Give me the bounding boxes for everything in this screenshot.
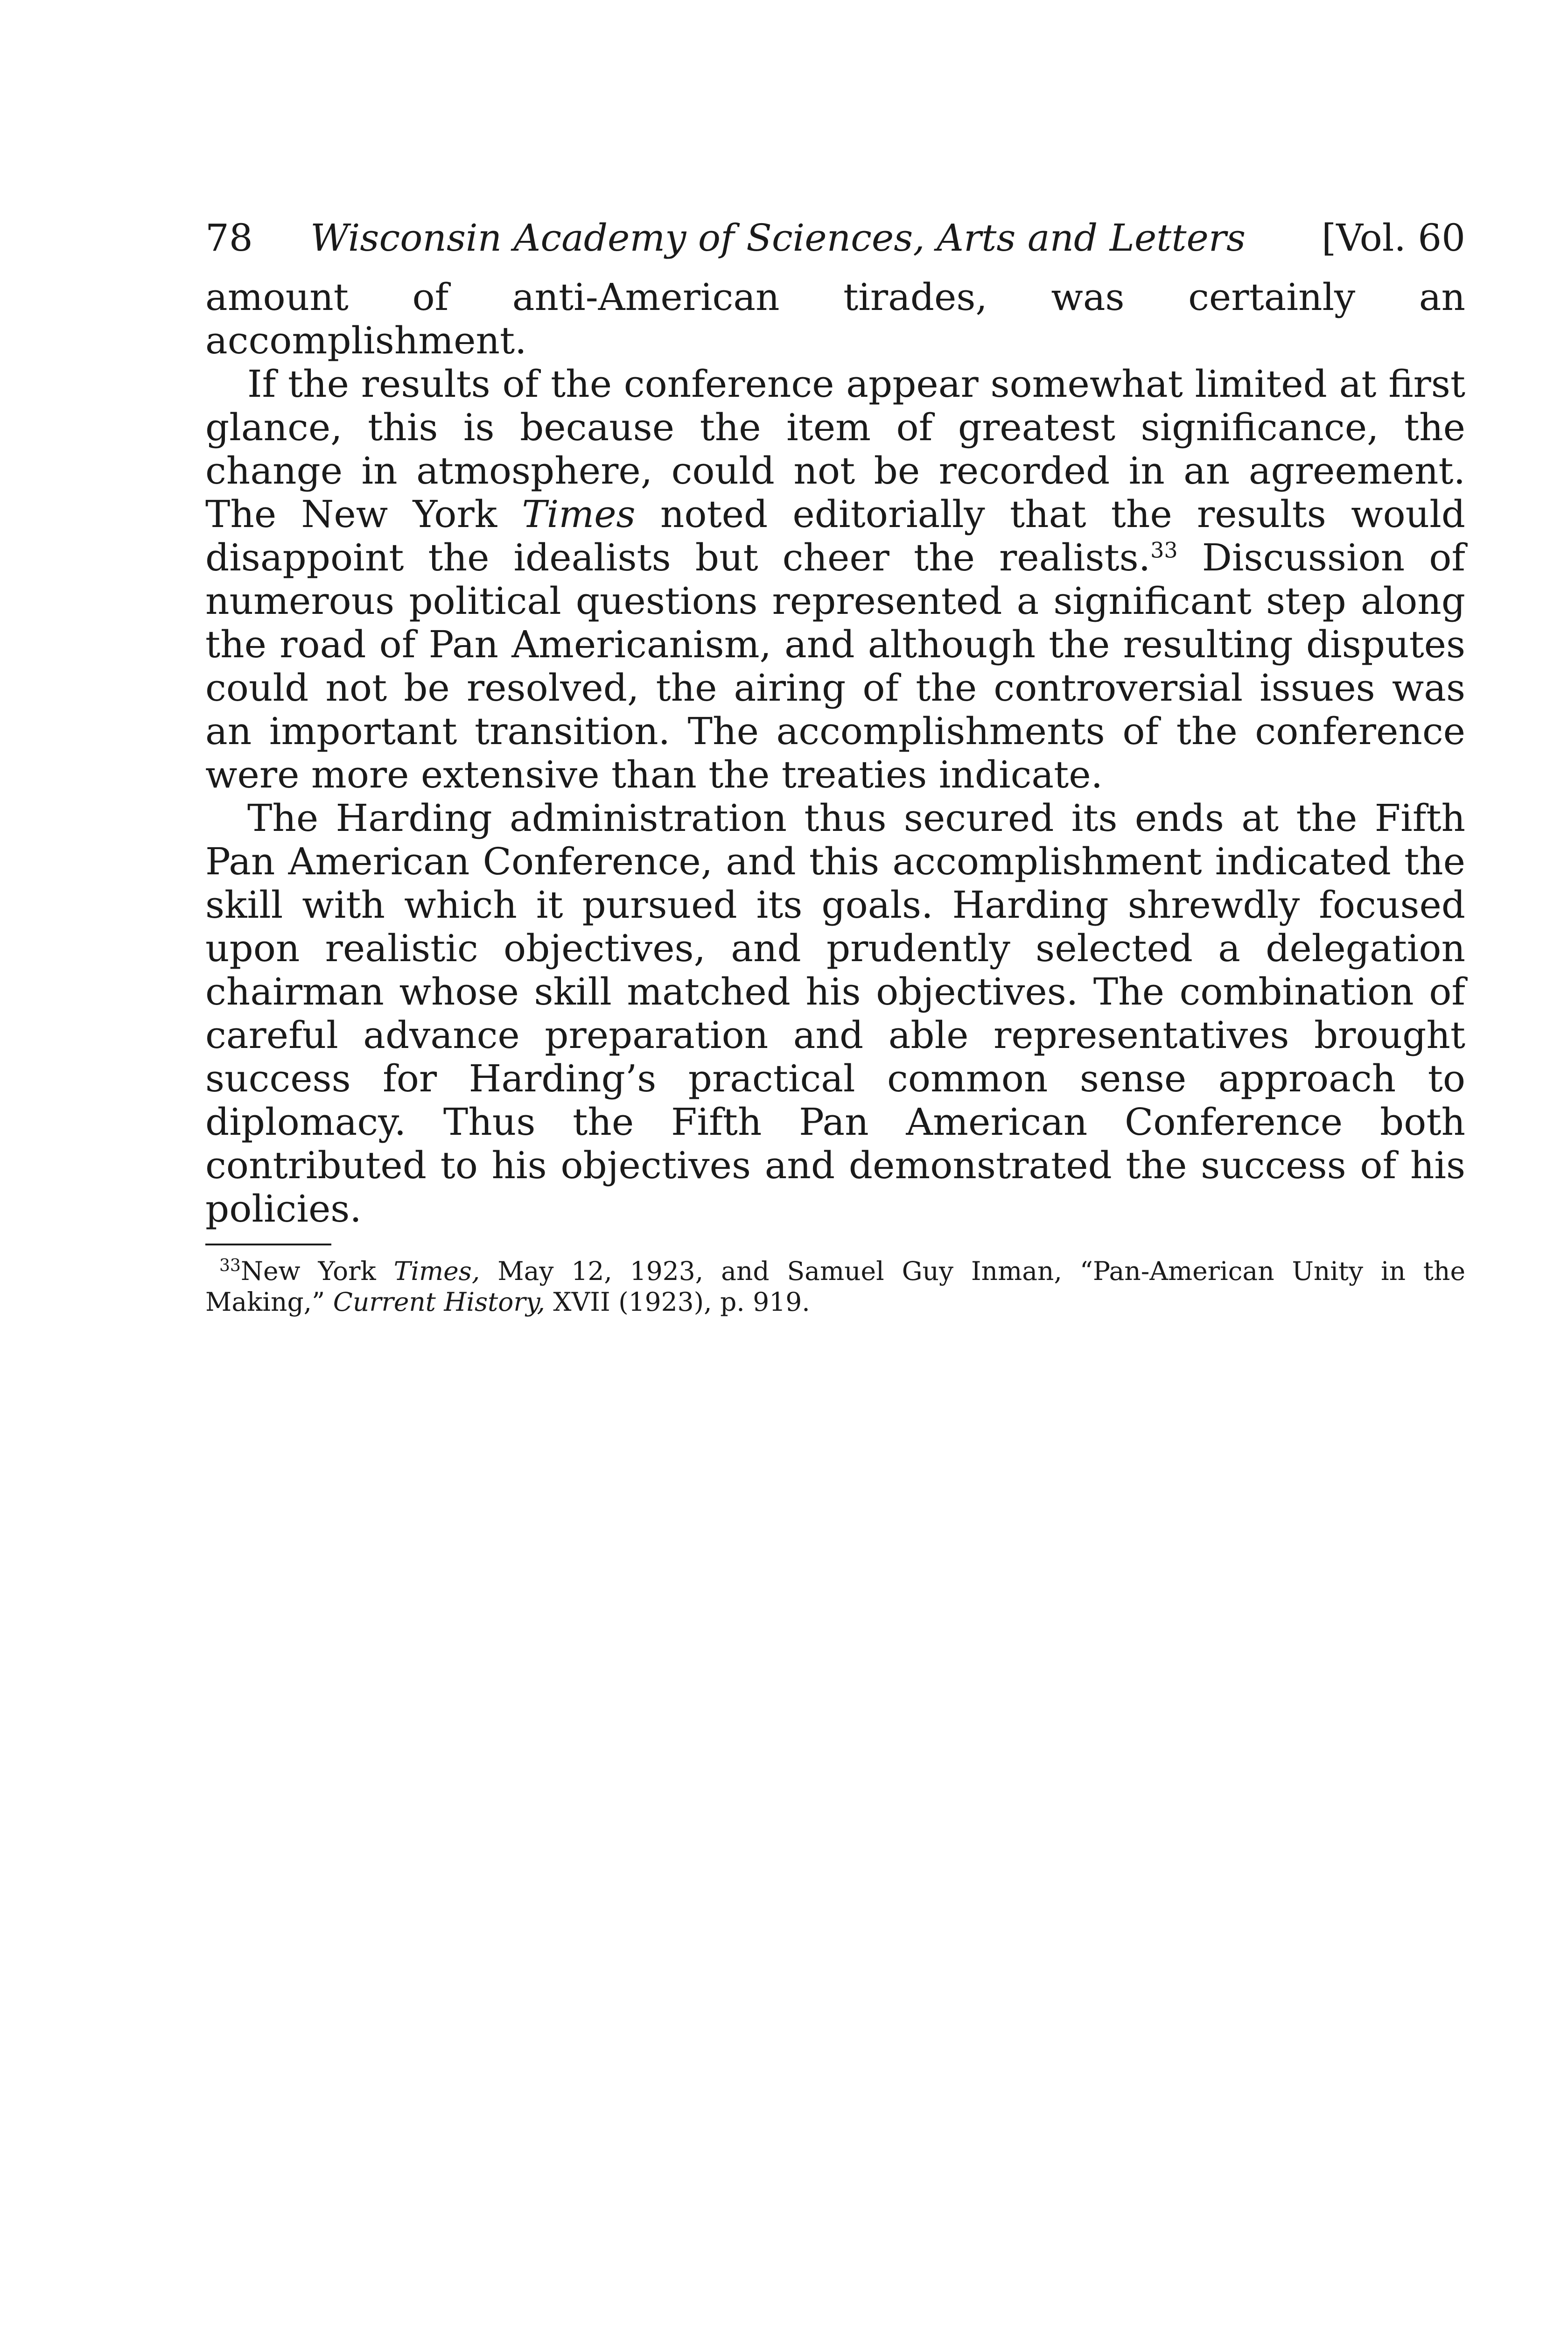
footnote-source: Current History,: [333, 1287, 545, 1317]
footnote-mark: 33: [219, 1256, 241, 1275]
footnote-text: New York: [240, 1256, 376, 1286]
journal-title: Wisconsin Academy of Sciences, Arts and Letters: [310, 216, 1246, 260]
paragraph-text: noted editorially that the results would disappoint the idealists but cheer the realists.: [205, 492, 1465, 579]
footnote-divider: [205, 1244, 331, 1245]
body-text: [205, 275, 1465, 1230]
footnote-text: XVII (1923), p. 919.: [553, 1287, 810, 1317]
newspaper-title: Times: [522, 492, 636, 536]
footnote: [205, 1256, 1465, 1317]
volume-label: [Vol. 60: [1321, 216, 1465, 260]
paragraph-text: Discussion of numerous political questions represented a significant step along the road of Pan Americanism, and although the resulting disputes could not be resolved, the airing of the controversial issues was an important transition. The accomplishments of the conference were more extensive than the treaties indicate.: [205, 536, 1465, 796]
footnote-text: May 12, 1923, and Samuel Guy Inman, “Pan-American Unity in the Making,”: [205, 1256, 1465, 1317]
paragraph-results: [205, 362, 1465, 796]
running-head: [205, 210, 1465, 266]
footnote-newspaper: Times,: [393, 1256, 480, 1286]
paragraph-conclusion: The Harding administration thus secured its ends at the Fifth Pan American Conference, and this accomplishment indicated the skill with which it pursued its goals. Harding shrewdly focused upon realistic objectives, and prudently selected a delegation chairman whose skill matched his objectives. The combination of careful advance preparation and able representatives brought success for Harding’s practical common sense approach to diplomacy. Thus the Fifth Pan American Conference both contributed to his objectives and demonstrated the success of his policies.: [205, 796, 1465, 1230]
page-number: 78: [205, 216, 253, 260]
paragraph-text: If the results of the conference appear somewhat limited at first glance, this is because the item of greatest significance, the change in atmosphere, could not be recorded in an agreement. The New York: [205, 362, 1465, 536]
book-page: [205, 210, 1465, 1317]
footnote-reference[interactable]: 33: [1150, 537, 1178, 563]
paragraph-continuation: amount of anti-American tirades, was certainly an accomplishment.: [205, 275, 1465, 362]
